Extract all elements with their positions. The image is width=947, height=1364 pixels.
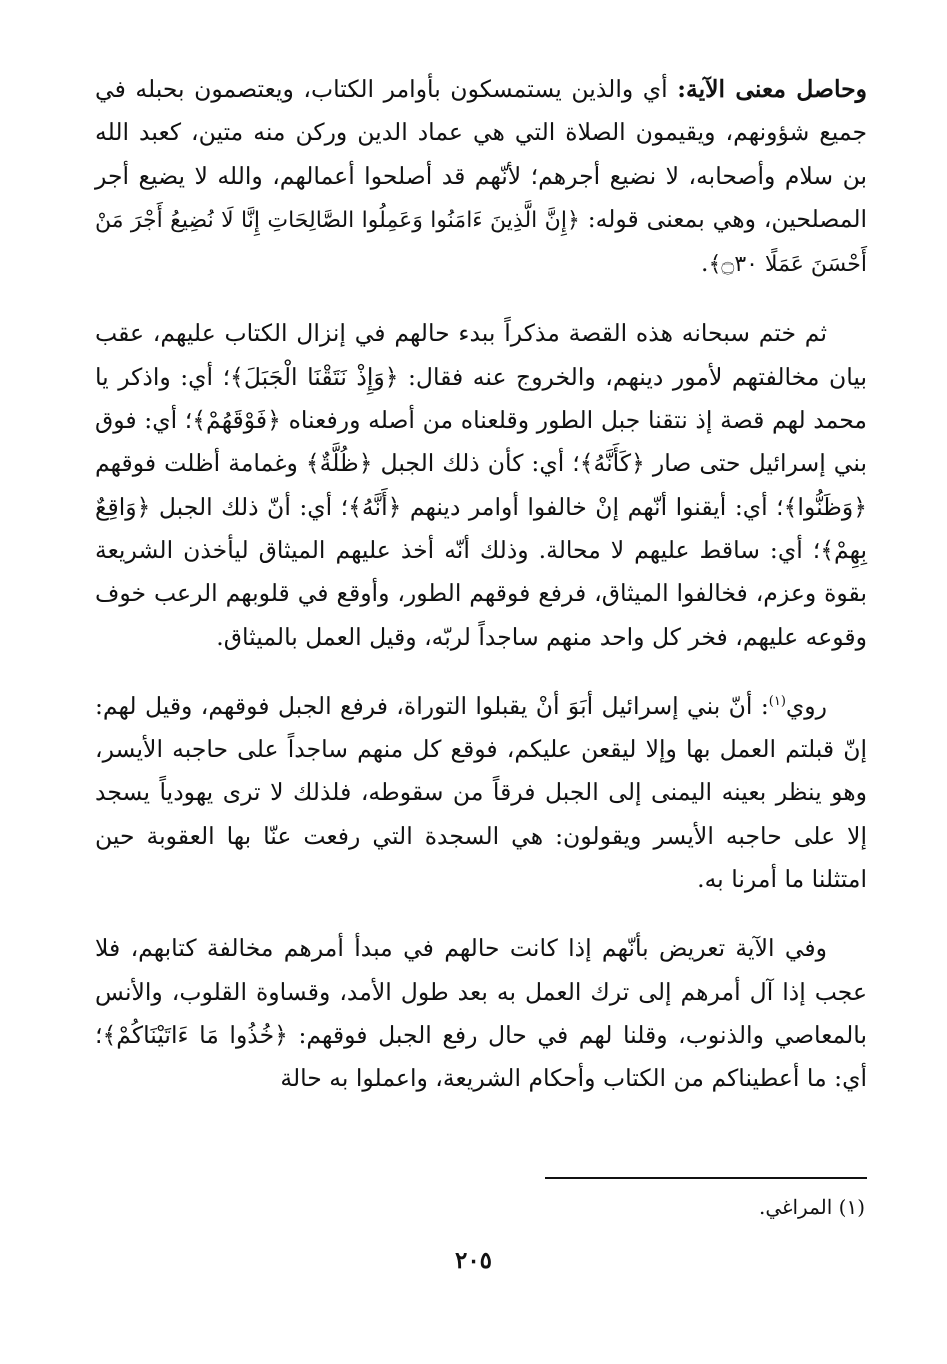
main-text [95,68,867,1127]
paragraph-4 [95,927,867,1100]
page-number: ٢٠٥ [454,1247,493,1274]
paragraph-1 [95,68,867,286]
paragraph-text: . [701,249,709,278]
paragraph-text: ثم ختم سبحانه هذه القصة مذكراً ببدء حالهم في إنزال الكتاب عليهم، عقب بيان مخالفتهم لأمور دينهم، والخروج عنه فقال: ﴿وَإِذْ نَتَقْنَا الْجَبَلَ﴾؛ أي: واذكر يا محمد لهم قصة إذ نتقنا جبل الطور وقلعناه من أصله ورفعناه ﴿فَوْقَهُمْ﴾؛ أي: فوق بني إسرائيل حتى صار ﴿كَأَنَّهُ﴾؛ أي: كأن ذلك الجبل ﴿ظُلَّةٌ﴾ وغمامة أظلت فوقهم ﴿وَظَنُّوا﴾؛ أي: أيقنوا أنّهم إنْ خالفوا أوامر دينهم ﴿أَنَّهُ﴾؛ أي: أنّ ذلك الجبل ﴿وَاقِعٌ بِهِمْ﴾؛ أي: ساقط عليهم لا محالة. وذلك أنّه أخذ عليهم الميثاق ليأخذن الشريعة بقوة وعزم، فخالفوا الميثاق، فرفع فوقهم الطور، وأوقع في قلوبهم الرعب خوف وقوعه عليهم، فخر كل واحد منهم ساجداً لربّه، وقيل العمل بالميثاق. [95,319,867,651]
paragraph-text: : أنّ بني إسرائيل أبَوَ أنْ يقبلوا التوراة، فرفع الجبل فوقهم، وقيل لهم: إنّ قبلتم العمل بها وإلا ليقعن عليكم، فوقع كل منهم ساجداً على حاجبه الأيسر، وهو ينظر بعينه اليمنى إلى الجبل فرقاً من سقوطه، فلذلك لا ترى يهودياً يسجد إلا على حاجبه الأيسر ويقولون: هي السجدة التي رفعت عنّا بها العقوبة حين امتثلنا ما أمرنا به. [95,691,867,894]
paragraph-text: وفي الآية تعريض بأنّهم إذا كانت حالهم في مبدأ أمرهم مخالفة كتابهم، فلا عجب إذا آل أمرهم إلى ترك العمل به بعد طول الأمد، وقساوة القلوب، والأنس بالمعاصي والذنوب، وقلنا لهم في حال رفع الجبل فوقهم: ﴿خُذُوا مَا ءَاتَيْنَاكُمْ﴾؛ أي: ما أعطيناكم من الكتاب وأحكام الشريعة، واعملوا به حالة [95,934,867,1093]
footnote: (١) المراغي. [758,1195,865,1219]
paragraph-2 [95,312,867,658]
paragraph-text: روي [785,691,827,720]
quran-verse: ﴿إِنَّ الَّذِينَ ءَامَنُوا وَعَمِلُوا الصَّالِحَاتِ إِنَّا لَا نُضِيعُ أَجْرَ مَنْ أَحْسَنَ عَمَلًا ۝٣٠﴾ [95,207,867,278]
paragraph-text: أي والذين يستمسكون بأوامر الكتاب، ويعتصمون بحبله في جميع شؤونهم، ويقيمون الصلاة التي هي عماد الدين وركن منه متين، كعبد الله بن سلام وأصحابه، لا نضيع أجرهم؛ لأنّهم قد أصلحوا أعمالهم، والله لا يضيع أجر المصلحين، وهي بمعنى قوله: [95,75,868,233]
footnote-divider [545,1177,867,1179]
paragraph-lead-in: وحاصل معنى الآية: [677,75,868,103]
footnote-reference: (١) [768,694,786,710]
paragraph-3 [95,685,867,901]
